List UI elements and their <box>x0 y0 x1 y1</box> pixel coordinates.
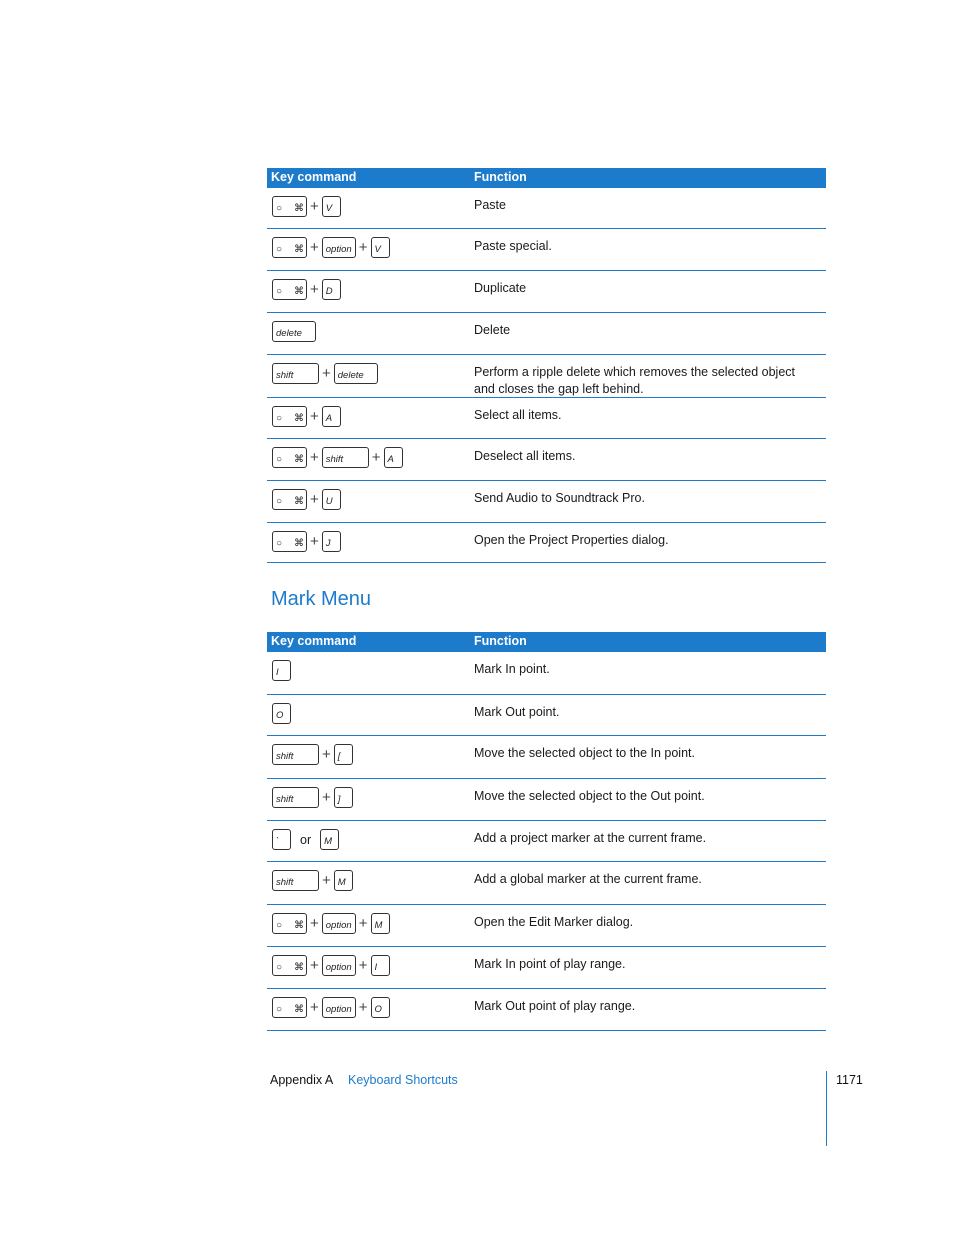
section-title: Mark Menu <box>271 588 372 610</box>
table-row <box>267 523 826 563</box>
key-combination <box>272 321 316 342</box>
function-description: Move the selected object to the Out point. <box>474 789 705 803</box>
command-key <box>272 489 307 510</box>
key-combination <box>272 829 339 850</box>
plus-sign: + <box>310 533 319 550</box>
key-label: I <box>276 667 279 678</box>
apple-icon: ○ <box>276 203 283 214</box>
key-combination <box>272 279 341 300</box>
function-description: Deselect all items. <box>474 449 576 463</box>
plus-sign: + <box>371 449 381 466</box>
plus-sign: + <box>310 491 319 508</box>
command-icon: ⌘ <box>294 1004 304 1015</box>
function-description: Mark Out point of play range. <box>474 999 636 1013</box>
command-key <box>272 997 307 1018</box>
command-icon: ⌘ <box>294 286 304 297</box>
command-key <box>272 406 307 427</box>
key-m <box>320 829 339 850</box>
function-description: Duplicate <box>474 281 527 295</box>
key-label: option <box>325 1004 352 1015</box>
plus-sign: + <box>310 449 319 466</box>
function-description: Open the Edit Marker dialog. <box>474 915 634 929</box>
function-description: Mark In point. <box>474 662 550 676</box>
function-description: Select all items. <box>474 408 562 422</box>
key-label: shift <box>276 794 294 805</box>
key-label: A <box>387 454 394 465</box>
key-[ <box>334 744 353 765</box>
plus-sign: + <box>358 239 368 256</box>
table-row <box>267 695 826 736</box>
key-combination <box>272 870 353 891</box>
footer-appendix: Appendix A <box>270 1073 334 1087</box>
command-icon: ⌘ <box>294 203 304 214</box>
key-label: option <box>325 920 352 931</box>
key-label: V <box>325 203 333 214</box>
key-combination <box>272 237 390 258</box>
table-row <box>267 821 826 862</box>
function-description: Paste special. <box>474 239 552 253</box>
key-label: O <box>374 1004 382 1015</box>
table-row <box>267 481 826 523</box>
key-combination <box>272 406 341 427</box>
command-icon: ⌘ <box>294 244 304 255</box>
option-key <box>322 913 356 934</box>
apple-icon: ○ <box>276 920 283 931</box>
key-i <box>371 955 390 976</box>
plus-sign: + <box>310 239 319 256</box>
delete-key <box>272 321 316 342</box>
table-row <box>267 229 826 271</box>
key-label: O <box>276 710 284 721</box>
command-key <box>272 913 307 934</box>
footer-divider <box>826 1071 827 1146</box>
key-label: delete <box>276 328 302 339</box>
plus-sign: + <box>310 281 319 298</box>
key-command-header: Key command <box>271 170 357 184</box>
key-label: M <box>324 836 333 847</box>
command-key <box>272 196 307 217</box>
key-backtick <box>272 829 291 850</box>
option-key <box>322 955 356 976</box>
footer-chapter-link[interactable]: Keyboard Shortcuts <box>348 1073 458 1087</box>
key-label: I <box>374 962 378 973</box>
table-row <box>267 989 826 1031</box>
apple-icon: ○ <box>276 538 283 549</box>
plus-sign: + <box>322 746 331 763</box>
key-label: D <box>325 286 333 297</box>
plus-sign: + <box>310 198 319 215</box>
function-description: Move the selected object to the In point. <box>474 746 695 760</box>
command-key <box>272 447 307 468</box>
table-row <box>267 271 826 313</box>
table-header <box>267 632 826 652</box>
function-description: Add a project marker at the current frame. <box>474 831 707 845</box>
function-description: Send Audio to Soundtrack Pro. <box>474 491 645 505</box>
key-combination <box>272 703 291 724</box>
table-row <box>267 947 826 989</box>
shift-key <box>272 744 319 765</box>
key-label: shift <box>276 877 294 888</box>
key-label: option <box>325 244 352 255</box>
key-label: M <box>337 877 346 888</box>
key-i <box>272 660 291 681</box>
plus-sign: + <box>358 999 368 1016</box>
command-icon: ⌘ <box>294 538 304 549</box>
apple-icon: ○ <box>276 496 283 507</box>
plus-sign: + <box>358 957 368 974</box>
key-combination <box>272 997 390 1018</box>
function-description: Mark In point of play range. <box>474 957 626 971</box>
apple-icon: ○ <box>276 244 283 255</box>
key-u <box>322 489 341 510</box>
or-text: or <box>300 832 312 847</box>
mark-shortcuts-table <box>267 632 826 1031</box>
command-key <box>272 237 307 258</box>
plus-sign: + <box>322 365 331 382</box>
table-row <box>267 398 826 439</box>
plus-sign: + <box>310 915 319 932</box>
key-label: V <box>374 244 381 255</box>
function-description: Perform a ripple delete which removes the selected object and closes the gap left behind. <box>474 365 795 396</box>
table-row <box>267 313 826 355</box>
command-icon: ⌘ <box>294 920 304 931</box>
key-command-header: Key command <box>271 634 357 648</box>
key-label: shift <box>325 454 344 465</box>
apple-icon: ○ <box>276 286 283 297</box>
function-description: Open the Project Properties dialog. <box>474 533 669 547</box>
plus-sign: + <box>358 915 368 932</box>
plus-sign: + <box>310 957 319 974</box>
shift-key <box>322 447 369 468</box>
table-row <box>267 652 826 695</box>
table-body <box>267 652 826 1031</box>
key-label: M <box>374 920 383 931</box>
command-key <box>272 279 307 300</box>
command-key <box>272 955 307 976</box>
key-label: option <box>325 962 352 973</box>
key-combination <box>272 489 341 510</box>
table-row <box>267 905 826 947</box>
function-description: Paste <box>474 198 506 212</box>
plus-sign: + <box>322 872 331 889</box>
key-a <box>384 447 403 468</box>
key-v <box>322 196 341 217</box>
key-label: shift <box>276 751 294 762</box>
option-key <box>322 237 356 258</box>
key-combination <box>272 955 390 976</box>
key-label: ` <box>276 836 280 847</box>
key-m <box>334 870 353 891</box>
table-row <box>267 779 826 821</box>
plus-sign: + <box>322 789 331 806</box>
key-label: delete <box>337 370 364 381</box>
option-key <box>322 997 356 1018</box>
key-o <box>371 997 390 1018</box>
key-m <box>371 913 390 934</box>
plus-sign: + <box>310 408 319 425</box>
shift-key <box>272 363 319 384</box>
shift-key <box>272 870 319 891</box>
key-combination <box>272 787 353 808</box>
key-d <box>322 279 341 300</box>
page-number: 1171 <box>836 1073 863 1087</box>
key-v <box>371 237 390 258</box>
table-row <box>267 355 826 398</box>
key-label: U <box>325 496 333 507</box>
key-label: A <box>325 413 333 424</box>
table-row <box>267 736 826 779</box>
key-combination <box>272 196 341 217</box>
key-] <box>334 787 353 808</box>
key-a <box>322 406 341 427</box>
apple-icon: ○ <box>276 1004 283 1015</box>
table-row <box>267 188 826 229</box>
apple-icon: ○ <box>276 962 283 973</box>
command-icon: ⌘ <box>294 454 304 465</box>
apple-icon: ○ <box>276 413 283 424</box>
key-combination <box>272 531 341 552</box>
table-body <box>267 188 826 563</box>
plus-sign: + <box>310 999 319 1016</box>
key-label: ] <box>337 794 341 805</box>
key-combination <box>272 660 291 681</box>
key-combination <box>272 913 390 934</box>
key-label: J <box>325 538 331 549</box>
key-combination <box>272 744 353 765</box>
command-icon: ⌘ <box>294 962 304 973</box>
edit-shortcuts-table <box>267 168 826 563</box>
key-o <box>272 703 291 724</box>
function-header: Function <box>474 170 527 184</box>
key-combination <box>272 447 403 468</box>
key-j <box>322 531 341 552</box>
table-header <box>267 168 826 188</box>
command-icon: ⌘ <box>294 413 304 424</box>
delete-key <box>334 363 378 384</box>
shift-key <box>272 787 319 808</box>
key-label: [ <box>337 751 341 762</box>
apple-icon: ○ <box>276 454 283 465</box>
function-description: Mark Out point. <box>474 705 560 719</box>
command-icon: ⌘ <box>294 496 304 507</box>
table-row <box>267 439 826 481</box>
key-combination <box>272 363 378 384</box>
key-label: shift <box>276 370 294 381</box>
function-header: Function <box>474 634 527 648</box>
function-description: Add a global marker at the current frame. <box>474 872 702 886</box>
command-key <box>272 531 307 552</box>
function-description: Delete <box>474 323 511 337</box>
table-row <box>267 862 826 905</box>
